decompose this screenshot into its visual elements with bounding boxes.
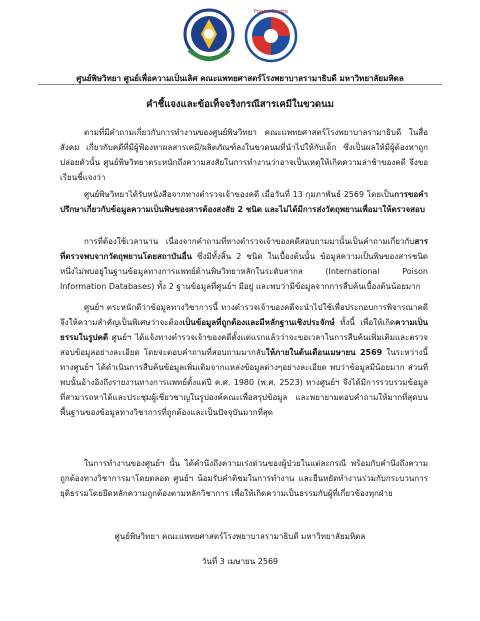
paragraph-4-bold-f: ให้ภายในต้นเดือนเมษายน 2569 bbox=[265, 348, 383, 357]
header-divider bbox=[38, 84, 442, 85]
paragraph-4-bold-b: เป็นข้อมูลที่ถูกต้องและมีหลักฐานเชิงประจักษ์ bbox=[182, 318, 335, 327]
signature-date: วันที่ 3 เมษายน 2569 bbox=[201, 557, 279, 566]
paragraph-4-text-e: ศูนย์ฯ ได้แจ้งทางตำรวจเจ้าของคดีตั้งแต่แรกแล้วว่าจะขอเวลาในการสืบค้นเพิ่มเติมและตรวจสอบข้อมูลอย่างละเอียด โดยจะตอบคำถามที่สอบถามมากลับ bbox=[60, 333, 428, 357]
paragraph-4-text-g: ในระหว่างนี้ ทางศูนย์ฯ ได้ดำเนินการสืบค้นข้อมูลเพิ่มเติมจากแหล่งข้อมูลต่างๆอย่างละเอียด พบว่าข้อมูลมีน้อยมาก ส่วนที่พบนั้นอ้างอิงถึงรายงานทางการแพทย์ตั้งแต่ปี ค.ศ. 1980 (พ.ศ. 2523) ทางศูนย์ฯ จึงได้มีการรวบรวมข้อมูลที่สามารถหาได้และประชุมผู้เชี่ยวชาญในรูปองค์คณะเพื่อสรุปข้อมูล และพยายามตอบคำถามให้มากที่สุดบนพื้นฐานของข้อมูลทางวิชาการที่ถูกต้องและเป็นปัจจุบันมากที่สุด bbox=[60, 348, 428, 417]
paragraph-3-text-a: การที่ต้องใช้เวลานาน เนื่องจากคำถามที่ทางตำรวจเจ้าของคดีสอบถามมานั้นเป็นคำถามเกี่ยวกับ bbox=[84, 237, 415, 246]
paragraph-2-text: ศูนย์พิษวิทยาได้รับหนังสือจากทางตำรวจเจ้าของคดี เมื่อวันที่ 13 กุมภาพันธ์ 2569 โดยเป็น bbox=[84, 190, 395, 199]
logo-right-text: Poison Centre bbox=[253, 9, 289, 15]
organization-name: ศูนย์พิษวิทยา ศูนย์เพื่อความเป็นเลิศ คณะแพทยศาสตร์โรงพยาบาลรามาธิบดี มหาวิทยาลัยมหิดล bbox=[76, 74, 404, 83]
poison-centre-logo bbox=[243, 6, 299, 66]
paragraph-4-bold-d: ความเป็นธรรมในรูปคดี bbox=[60, 318, 428, 342]
paragraph-2 bbox=[60, 187, 428, 217]
header-logos bbox=[0, 6, 480, 68]
paragraph-3 bbox=[60, 234, 428, 294]
paragraph-4-text-a: ศูนย์ฯ ตระหนักดีว่าข้อมูลทางวิชาการนี้ ทางตำรวจเจ้าของคดีจะนำไปใช้เพื่อประกอบการพิจารณาคดี จึงให้ความสำคัญเป็นพิเศษว่าจะต้อง bbox=[60, 303, 428, 327]
paragraph-3-text-c: ซึ่งมีทั้งสิ้น 2 ชนิด ในเบื้องต้นนั้น ข้อมูลความเป็นพิษของสารชนิดหนึ่งไม่พบอยู่ในฐานข้อมูลทางการแพทย์ด้านพิษวิทยาหลักในระดับสากล (International Poison Information Databases) ทั้ง 2 ฐานข้อมูลที่ศูนย์ฯ มีอยู่ และพบว่ามีข้อมูลจากการสืบค้นเบื้องต้นน้อยมาก bbox=[60, 252, 428, 291]
paragraph-4 bbox=[60, 300, 428, 420]
signature-organization: ศูนย์พิษวิทยา คณะแพทยศาสตร์โรงพยาบาลรามาธิบดี มหาวิทยาลัยมหิดล bbox=[114, 532, 366, 541]
page-title: คำชี้แจงและข้อเท็จจริงกรณีสารเคมีในขวดนม bbox=[146, 99, 334, 110]
paragraph-2-bold: การขอคำปรึกษาเกี่ยวกับข้อมูลความเป็นพิษของสารต้องสงสัย 2 ชนิด และไม่ได้มีการส่งวัตถุพยานเพื่อมาให้ตรวจสอบ bbox=[60, 190, 428, 214]
ramathibodi-poison-center-logo bbox=[183, 6, 235, 66]
paragraph-3-bold: สารที่ตรวจพบจากวัตถุพยานโดยสถาบันอื่น bbox=[60, 237, 428, 261]
paragraph-1: ตามที่มีคำถามเกี่ยวกับการทำงานของศูนย์พิษวิทยา คณะแพทยศาสตร์โรงพยาบาลรามาธิบดี ในสื่อสังคม เกี่ยวกับคดีที่มีผู้ฟ้องหาผลสารเคมี/ผลิตภัณฑ์ลงในขวดนมที่นำไปให้กับเด็ก ซึ่งเป็นผลให้มีผู้ต้องหาถูกปล่อยตัวนั้น ศูนย์พิษวิทยาตระหนักถึงความสงสัยในการทำงานว่าอาจเป็นเหตุให้เกิดความล่าช้าของคดี จึงขอเรียนชี้แจงว่า bbox=[60, 128, 428, 182]
paragraph-5: ในการทำงานของศูนย์ฯ นั้น ได้คำนึงถึงความเร่งด่วนของผู้ป่วยในแต่ละกรณี พร้อมกับคำนึงถึงความถูกต้องทางวิชาการมาโดยตลอด ศูนย์ฯ น้อมรับคำติชมในการทำงาน และยืนหยัดทำงานร่วมกับกระบวนการยุติธรรมโดยยึดหลักความถูกต้องตามหลักวิชาการ เพื่อให้เกิดความเป็นธรรมกับผู้ที่เกี่ยวข้องทุกฝ่าย bbox=[60, 459, 428, 498]
paragraph-4-text-c: ทั้งนี้ เพื่อให้เกิด bbox=[334, 318, 396, 327]
